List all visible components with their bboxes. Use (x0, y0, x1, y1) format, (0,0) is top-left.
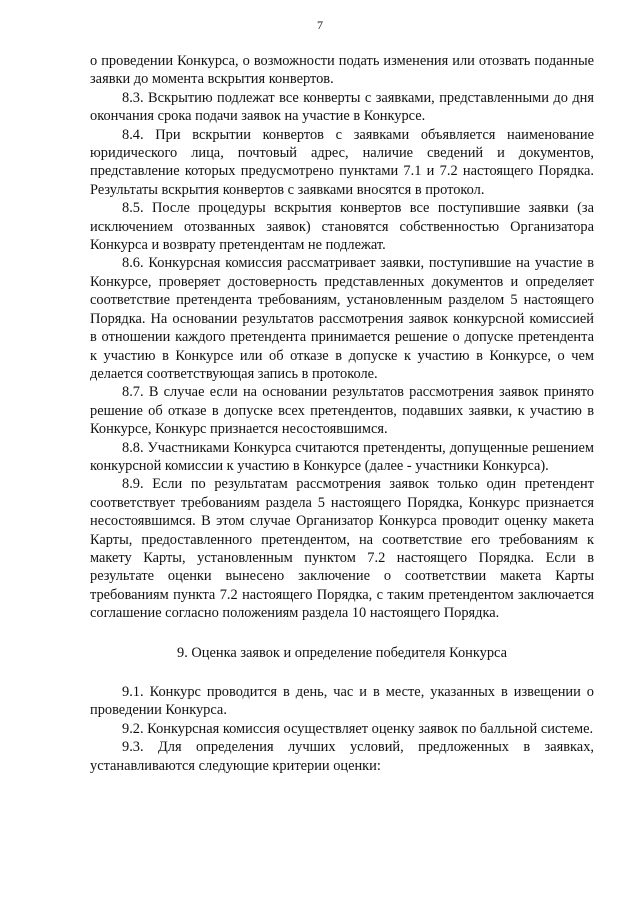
section-8-continuation: о проведении Конкурса, о возможности подать изменения или отозвать поданные заявки до момента вскрытия конвертов. (90, 53, 594, 88)
document-body (90, 52, 594, 775)
page-number: 7 (317, 18, 323, 32)
paragraph-8-9: 8.9. Если по результатам рассмотрения заявок только один претендент соответствует требованиям раздела 5 настоящего Порядка, Конкурс признается несостоявшимся. В этом случае Организатор Конкурса проводит оценку макета Карты, предоставленного претендентом, на соответствие его требованиям к макету Карты, установленным пунктом 7.2 настоящего Порядка. Если в результате оценки вынесено заключение о соответствии макета Карты требованиям пункта 7.2 настоящего Порядка, с таким претендентом заключается соглашение согласно положениям раздела 10 настоящего Порядка. (90, 476, 594, 622)
paragraph-8-6: 8.6. Конкурсная комиссия рассматривает заявки, поступившие на участие в Конкурсе, проверяет достоверность представленных документов и определяет соответствие претендента требованиям, установленным разделом 5 настоящего Порядка. На основании результатов рассмотрения заявок конкурсной комиссией в отношении каждого претендента принимается решение о допуске претендента к участию в Конкурсе или об отказе в допуске к участию в Конкурсе, о чем делается соответствующая запись в протоколе. (90, 255, 594, 382)
paragraph-8-5: 8.5. После процедуры вскрытия конвертов все поступившие заявки (за исключением отозванных заявок) становятся собственностью Организатора Конкурса и возврату претендентам не подлежат. (90, 200, 594, 254)
section-9-heading: 9. Оценка заявок и определение победителя Конкурса (177, 644, 507, 661)
paragraph-9-3: 9.3. Для определения лучших условий, предложенных в заявках, устанавливаются следующие критерии оценки: (90, 739, 594, 774)
paragraph-8-4: 8.4. При вскрытии конвертов с заявками объявляется наименование юридического лица, почтовый адрес, наличие сведений и документов, представление которых предусмотрено пунктами 7.1 и 7.2 настоящего Порядка. Результаты вскрытия конвертов с заявками вносятся в протокол. (90, 126, 594, 198)
paragraph-9-1: 9.1. Конкурс проводится в день, час и в месте, указанных в извещении о проведении Конкурса. (90, 684, 594, 719)
paragraph-8-8: 8.8. Участниками Конкурса считаются претенденты, допущенные решением конкурсной комиссии к участию в Конкурсе (далее - участники Конкурса). (90, 439, 594, 474)
paragraph-9-2: 9.2. Конкурсная комиссия осуществляет оценку заявок по балльной системе. (122, 720, 594, 737)
paragraph-8-7: 8.7. В случае если на основании результатов рассмотрения заявок принято решение об отказе в допуске всех претендентов, подавших заявки, к участию в Конкурсе, Конкурс признается несостоявшимся. (90, 384, 594, 438)
paragraph-8-3: 8.3. Вскрытию подлежат все конверты с заявками, представленными до дня окончания срока подачи заявок на участие в Конкурсе. (90, 89, 594, 125)
